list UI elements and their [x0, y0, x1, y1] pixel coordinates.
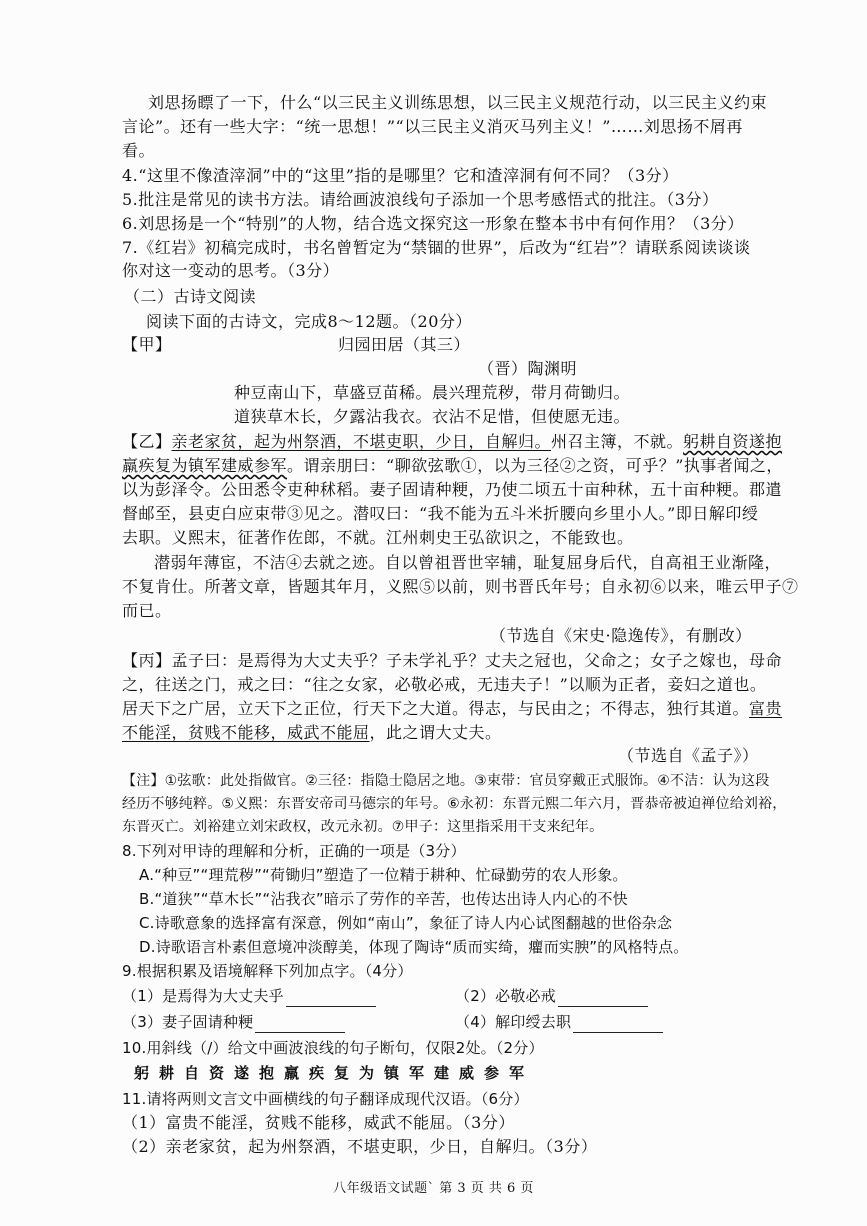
source-citation: （节选自《孟子》） [618, 746, 759, 765]
q9-item [455, 985, 648, 1007]
question-7-line1: 7.《红岩》初稿完成时，书名曾暂定为“禁锢的世界”，后改为“红岩”？请联系阅读谈谈 [122, 238, 751, 257]
item-text: （3）妻子固请种粳 [122, 1013, 254, 1031]
item-text: （1）是焉得为大丈夫乎 [122, 987, 284, 1005]
bing-line [122, 650, 782, 672]
item-text: （2）必敬必戒 [455, 987, 556, 1005]
question-8-stem: 8.下列对甲诗的理解和分析，正确的一项是（3分） [122, 842, 466, 860]
notes-line: 【注】①弦歌：此处指做官。②三径：指隐士隐居之地。③束带：官员穿戴正式服饰。④不洁：认为这段 [122, 773, 770, 789]
q11-item: （2）亲老家贫，起为州祭酒，不堪吏职，少日，自解归。（3分） [122, 1137, 598, 1156]
text-line: 刘思扬瞟了一下，什么“以三民主义训练思想，以三民主义规范行动，以三民主义约束 [148, 93, 768, 112]
yi-line: 不复肯仕。所著文章，皆题其年月，义熙⑤以前，则书晋氏年号；自永初⑥以来，唯云甲子⑦ [122, 577, 799, 596]
underlined-sentence: 亲老家贫，起为州祭酒，不堪吏职，少日，自解归。 [171, 432, 552, 451]
yi-line: 潜弱年薄宦，不洁④去就之迹。自以曾祖晋世宰辅，耻复屈身后代，自高祖王业渐隆， [154, 553, 782, 572]
answer-blank[interactable] [286, 990, 376, 1007]
question-6: 6.刘思扬是一个“特别”的人物，结合选文探究这一形象在整本书中有何作用？（3分） [122, 214, 744, 233]
wavy-sentence: 羸疾复为镇军建威参军 [122, 456, 288, 475]
text-span: 。谓亲朋曰：“聊欲弦歌①，以为三径②之资，可乎？”执事者闻之， [287, 456, 783, 475]
option-b: B.“道狭”“草木长”“沾我衣”暗示了劳作的辛苦，也传达出诗人内心的不快 [139, 890, 628, 908]
q11-item: （1）富贵不能淫，贫贱不能移，威武不能屈。（3分） [122, 1113, 515, 1132]
yi-label: 【乙】 [122, 432, 172, 451]
text-line: 看。 [122, 141, 156, 160]
section-intro: 阅读下面的古诗文，完成8～12题。（20分） [146, 312, 472, 331]
bing-line [122, 722, 502, 744]
answer-blank[interactable] [558, 990, 648, 1007]
bing-line [122, 698, 782, 720]
yi-line [122, 455, 783, 477]
text-span: 居天下之广居，立天下之正位，行天下之大道。得志，与民由之；不得志，独行其道。 [122, 699, 750, 718]
section-heading: （二）古诗文阅读 [124, 287, 257, 306]
page-footer: 八年级语文试题` 第 3 页 共 6 页 [333, 1181, 534, 1196]
bing-label: 【丙】 [122, 651, 172, 670]
yi-line: 而已。 [122, 601, 172, 620]
poem-verse: 种豆南山下，草盛豆苗稀。晨兴理荒秽，带月荷锄归。 [234, 383, 631, 402]
poem-verse: 道狭草木长，夕露沾我衣。衣沾不足惜，但使愿无违。 [234, 407, 631, 426]
yi-line: 去职。义熙末，征著作佐郎，不就。江州刺史王弘欲识之，不能致也。 [122, 528, 634, 547]
bing-line: 之，往送之门，戒之曰：“往之女家，必敬必戒，无违夫子！”以顺为正者，妾妇之道也。 [122, 675, 767, 694]
source-citation: （节选自《宋史·隐逸传》，有删改） [490, 626, 752, 645]
yi-line [122, 431, 782, 453]
question-5: 5.批注是常见的读书方法。请给画波浪线句子添加一个思考感悟式的批注。（3分） [122, 190, 719, 209]
q9-item [455, 1011, 663, 1033]
item-text: （4）解印绶去职 [455, 1013, 572, 1031]
text-span: ，此之谓大丈夫。 [369, 723, 502, 742]
answer-blank[interactable] [255, 1016, 345, 1033]
question-4: 4.“这里不像渣滓洞”中的“这里”指的是哪里？它和渣滓洞有何不同？（3分） [122, 166, 679, 185]
yi-line: 督邮至，县吏白应束带③见之。潜叹曰：“我不能为五斗米折腰向乡里小人。”即日解印绶 [122, 504, 759, 523]
poem-author: （晋）陶渊明 [478, 359, 578, 378]
underlined-sentence: 富贵 [749, 699, 783, 718]
notes-line: 经历不够纯粹。⑤义熙：东晋安帝司马德宗的年号。⑥永初：东晋元熙二年六月，晋恭帝被迫禅位给刘裕， [122, 796, 787, 812]
wavy-sentence: 躬耕自资遂抱 [683, 432, 783, 451]
text-span: 孟子曰：是焉得为大丈夫乎？子未学礼乎？丈夫之冠也，父命之；女子之嫁也，母命 [171, 651, 783, 670]
question-11-stem: 11.请将两则文言文中画横线的句子翻译成现代汉语。（6分） [122, 1090, 529, 1108]
text-span: 州召主簿，不就。 [551, 432, 684, 451]
question-10-stem: 10.用斜线（/）给文中画波浪线的句子断句，仅限2处。（2分） [122, 1039, 544, 1057]
option-a: A.“种豆”“理荒秽”“荷锄归”塑造了一位精于耕种、忙碌勤劳的农人形象。 [139, 866, 628, 884]
underlined-sentence: 不能淫，贫贱不能移，威武不能屈 [122, 723, 370, 742]
q9-item [122, 1011, 345, 1033]
option-c: C.诗歌意象的选择富有深意，例如“南山”，象征了诗人内心试图翻越的世俗杂念 [139, 914, 673, 932]
yi-line: 以为彭泽令。公田悉令吏种秫稻。妻子固请种粳，乃使二顷五十亩种秫，五十亩种粳。郡遣 [122, 480, 783, 499]
option-d: D.诗歌语言朴素但意境冲淡醇美，体现了陶诗“质而实绮，癯而实腴”的风格特点。 [139, 938, 689, 956]
notes-line: 东晋灭亡。刘裕建立刘宋政权，改元永初。⑦甲子：这里指采用干支来纪年。 [122, 819, 604, 835]
answer-blank[interactable] [573, 1016, 663, 1033]
text-line: 言论”。还有一些大字：“统一思想！”“以三民主义消灭马列主义！”……刘思扬不屑再 [122, 117, 743, 136]
punctuation-sentence: 躬耕自资遂抱羸疾复为镇军建威参军 [134, 1064, 535, 1082]
question-9-stem: 9.根据积累及语境解释下列加点字。（4分） [122, 962, 413, 980]
question-7-line2: 你对这一变动的思考。（3分） [122, 261, 340, 280]
poem-title: 归园田居（其三） [338, 335, 471, 354]
jia-label: 【甲】 [122, 335, 172, 354]
q9-item [122, 985, 376, 1007]
